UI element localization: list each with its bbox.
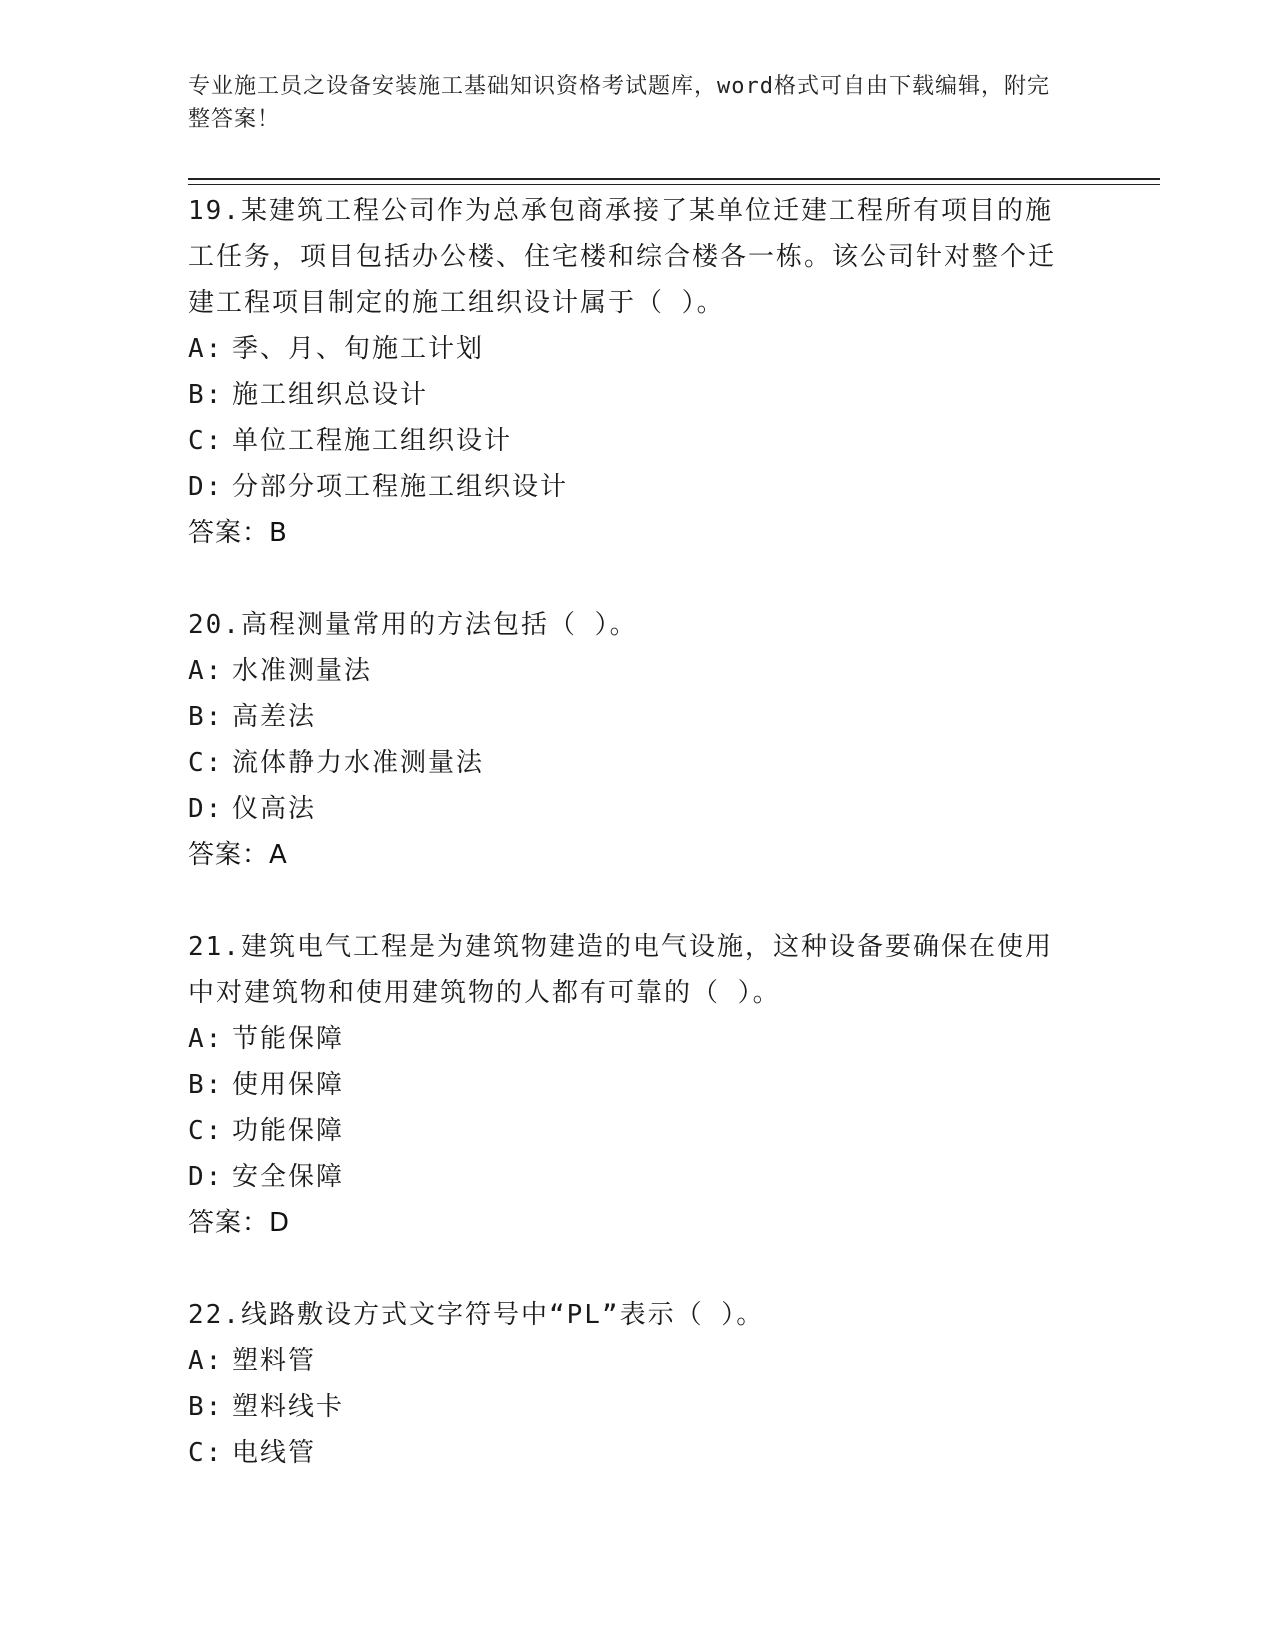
option-text: 水准测量法 (232, 656, 373, 686)
header-divider-thick (188, 178, 1160, 180)
option-text: 功能保障 (232, 1116, 345, 1146)
option-text: 季、月、旬施工计划 (232, 334, 485, 364)
option-letter: A: (188, 1346, 224, 1376)
option-letter: A: (188, 656, 224, 686)
question-stem: 19.某建筑工程公司作为总承包商承接了某单位迁建工程所有项目的施工任务，项目包括办公楼、住宅楼和综合楼各一栋。该公司针对整个迁建工程项目制定的施工组织设计属于（ ）。 (188, 196, 1057, 318)
answer-line: 答案：D (188, 1208, 291, 1238)
option-c (188, 418, 1088, 464)
option-letter: D: (188, 794, 224, 824)
question-stem: 21.建筑电气工程是为建筑物建造的电气设施，这种设备要确保在使用中对建筑物和使用建筑物的人都有可靠的（ ）。 (188, 932, 1053, 1008)
option-letter: B: (188, 1070, 224, 1100)
option-text: 塑料管 (232, 1346, 317, 1376)
option-a (188, 1338, 1088, 1384)
question-stem: 22.线路敷设方式文字符号中“PL”表示（ ）。 (188, 1300, 765, 1330)
document-header: 专业施工员之设备安装施工基础知识资格考试题库，word格式可自由下载编辑，附完整答案！ (188, 74, 1050, 132)
option-letter: C: (188, 426, 224, 456)
option-letter: D: (188, 1162, 224, 1192)
question-21 (188, 924, 1088, 1246)
option-text: 节能保障 (232, 1024, 345, 1054)
option-text: 电线管 (232, 1438, 317, 1468)
option-c (188, 1108, 1088, 1154)
option-a (188, 326, 1088, 372)
option-text: 塑料线卡 (232, 1392, 345, 1422)
option-text: 安全保障 (232, 1162, 345, 1192)
option-letter: D: (188, 472, 224, 502)
option-c (188, 740, 1088, 786)
answer-line: 答案：B (188, 518, 288, 548)
question-20 (188, 602, 1088, 878)
option-d (188, 464, 1088, 510)
question-list (188, 188, 1088, 1522)
option-letter: A: (188, 1024, 224, 1054)
option-text: 仪高法 (232, 794, 317, 824)
option-d (188, 1154, 1088, 1200)
option-letter: A: (188, 334, 224, 364)
option-b (188, 1384, 1088, 1430)
question-19 (188, 188, 1088, 556)
option-b (188, 372, 1088, 418)
option-letter: B: (188, 702, 224, 732)
header-divider-thin (188, 184, 1160, 185)
question-stem: 20.高程测量常用的方法包括（ ）。 (188, 610, 638, 640)
option-a (188, 1016, 1088, 1062)
option-a (188, 648, 1088, 694)
option-letter: C: (188, 1116, 224, 1146)
option-d (188, 786, 1088, 832)
answer-line: 答案：A (188, 840, 288, 870)
option-b (188, 1062, 1088, 1108)
option-text: 使用保障 (232, 1070, 345, 1100)
option-letter: B: (188, 380, 224, 410)
option-text: 分部分项工程施工组织设计 (232, 472, 569, 502)
option-text: 高差法 (232, 702, 317, 732)
option-letter: C: (188, 1438, 224, 1468)
option-letter: C: (188, 748, 224, 778)
option-text: 单位工程施工组织设计 (232, 426, 513, 456)
option-b (188, 694, 1088, 740)
option-c (188, 1430, 1088, 1476)
question-22 (188, 1292, 1088, 1476)
option-text: 流体静力水准测量法 (232, 748, 485, 778)
option-letter: B: (188, 1392, 224, 1422)
option-text: 施工组织总设计 (232, 380, 429, 410)
